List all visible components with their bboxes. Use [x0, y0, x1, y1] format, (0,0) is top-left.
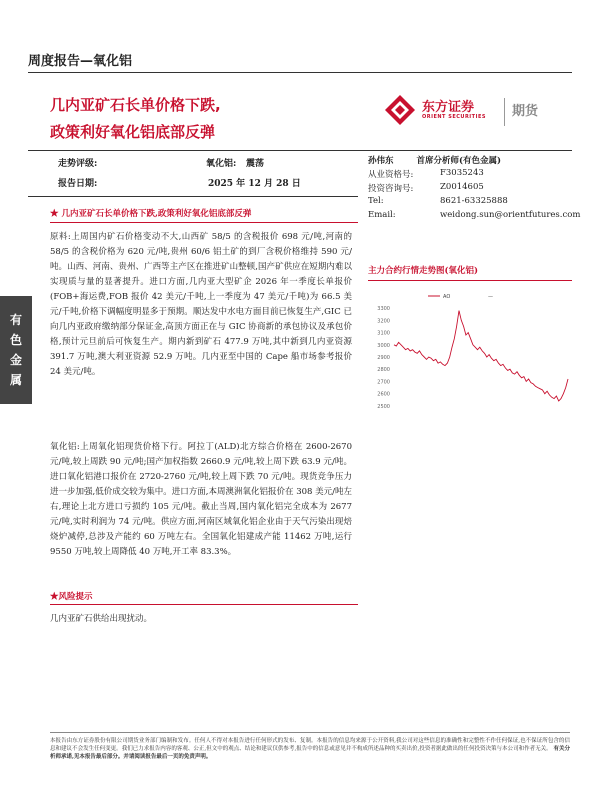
- sector-side-tab: [0, 296, 32, 404]
- y-tick-label: 2600: [377, 391, 390, 398]
- cert-label: 从业资格号:: [368, 170, 414, 180]
- header-divider: [28, 72, 572, 73]
- report-title-line2: 政策利好氧化铝底部反弹: [50, 123, 216, 141]
- y-tick-label: 2500: [377, 403, 390, 410]
- alumina-text: 氧化铝:上周氧化铝现货价格下行。阿拉丁(ALD)北方综合价格在 2600-2670 元/吨,较上周跌 90 元/吨;国产加权指数 2660.9 元/吨,较上周下跌 63.9 元/吨。进口氧化铝港口报价在 2720-2760 元/吨,较上周下跌 70 元/吨。现货竞争压力进一步加强,低价成交较为集中。进口方面,本周澳洲氧化铝报价在 308 美元/吨左右,理论上北方进口亏损约 105 元/吨。截止当周,国内氧化铝完全成本为 2677 元/吨,实时利润为 74 元/吨。供应方面,河南区域氧化铝企业由于天气污染出现焙烧炉减停,总涉及产能约 60 万吨左右。全国氧化铝建成产能 11462 万吨,运行 9550 万吨,较上周降低 40 万吨,开工率 83.3%。: [50, 442, 352, 557]
- analyst-name: [368, 154, 501, 166]
- alumina-paragraph: [50, 440, 352, 560]
- analyst-tel: [368, 196, 508, 206]
- side-tab-char-3: 金: [9, 353, 22, 367]
- logo-mark-icon: [384, 94, 416, 126]
- summary-divider: [50, 222, 358, 223]
- analyst-name-text: 孙伟东: [368, 156, 394, 166]
- email-value[interactable]: weidong.sun@orientfutures.com: [440, 210, 581, 220]
- tel-value: 8621-63325888: [440, 196, 508, 206]
- footer-divider: [50, 732, 570, 733]
- legend-label-2: —: [488, 294, 493, 300]
- meta-bottom-divider: [28, 196, 358, 197]
- company-logo: [384, 92, 564, 134]
- disclaimer: [50, 737, 570, 761]
- y-tick-label: 2800: [377, 367, 390, 374]
- disclaimer-note: 有关分析师承诺,见本报告最后部分。并请阅读报告最后一页的免责声明。: [50, 746, 570, 760]
- chart-title-divider: [368, 280, 572, 281]
- email-label: Email:: [368, 210, 396, 220]
- report-type: 周度报告—氧化铝: [28, 54, 133, 69]
- trend-label: 走势评级:: [58, 159, 98, 169]
- trend-item: 氧化铝:: [206, 159, 237, 169]
- summary-title: ★ 几内亚矿石长单价格下跌,政策利好氧化铝底部反弹: [50, 209, 252, 219]
- logo-subtitle: ORIENT SECURITIES: [422, 114, 486, 120]
- y-tick-label: 3100: [377, 330, 390, 337]
- price-chart: [368, 290, 572, 420]
- analyst-email: [368, 210, 581, 220]
- analyst-invest: [368, 182, 484, 194]
- trend-value: 震荡: [246, 159, 265, 169]
- invest-value: Z0014605: [440, 182, 484, 192]
- raw-material-text: 原料:上周国内矿石价格变动不大,山西矿 58/5 的含税报价 698 元/吨,河南的 58/5 的含税价格为 620 元/吨,贵州 60/6 铝土矿的到厂含税价格维持 590 元/吨。山西、河南、贵州、广西等主产区在推进矿山整顿,国产矿供应在短期内难以实现质与量的显著提升。进口方面,几内亚大型矿企 2026 年一季度长单报价(FOB+海运费,FOB 报价 42 美元/千吨,上一季度为 47 美元/千吨)为 66.5 美元/千吨,价格下调幅度明显多于预期。顺达发中水电方面目前已恢复生产,GIC 已向几内亚政府缴纳部分保证金,高顶方面正在与 GIC 协商新的承包协议及承包价格,预计元旦前后可恢复生产。期内新到矿石 477.9 万吨,其中新到几内亚资源 391.7 万吨,澳大利亚资源 52.9 万吨。几内亚至中国的 Cape 船市场参考报价 24 美元/吨。: [50, 232, 352, 377]
- series-line-ao: [394, 311, 568, 401]
- analyst-title: 首席分析师(有色金属): [416, 156, 502, 166]
- risk-text: 几内亚矿石供给出现扰动。: [50, 614, 153, 624]
- y-tick-label: 2900: [377, 355, 390, 361]
- legend-label: AO: [443, 294, 451, 300]
- side-tab-char-2: 色: [9, 333, 22, 347]
- risk-divider: [50, 604, 358, 605]
- y-tick-label: 3300: [377, 306, 390, 313]
- logo-name: 东方证券: [422, 100, 475, 115]
- analyst-cert: [368, 168, 484, 180]
- cert-value: F3035243: [440, 168, 484, 178]
- side-tab-char-4: 属: [9, 373, 22, 387]
- date-label: 报告日期:: [58, 179, 98, 189]
- y-tick-label: 3000: [377, 342, 390, 349]
- logo-separator: [504, 98, 505, 126]
- meta-top-divider: [28, 150, 572, 151]
- report-title-line1: 几内亚矿石长单价格下跌,: [50, 96, 221, 114]
- chart-title: 主力合约行情走势图(氧化铝): [368, 266, 479, 276]
- disclaimer-text: 本报告由东方证券股份有限公司期货业务部门编制和发布。任何人不得对本报告进行任何形式的发布、复制。本报告的信息均来源于公开资料,我公司对这些信息的准确性和完整性不作任何保证,也不保证所包含的信息和建议不会发生任何变更。我们已力求报告内容的客观、公正,但文中的观点、结论和建议仅供参考,报告中的信息或意见并不构成所述品种的买卖出价,投资者据此做出的任何投资决策与本公司和作者无关。: [50, 738, 570, 752]
- y-tick-label: 3200: [377, 318, 390, 325]
- invest-label: 投资咨询号:: [368, 184, 414, 194]
- side-tab-char-1: 有: [9, 313, 22, 327]
- logo-division: 期货: [512, 104, 539, 119]
- raw-material-paragraph: [50, 230, 352, 380]
- risk-title: ★风险提示: [50, 592, 93, 602]
- date-value: 2025 年 12 月 28 日: [208, 179, 301, 189]
- y-tick-label: 2700: [377, 379, 390, 386]
- tel-label: Tel:: [368, 196, 384, 206]
